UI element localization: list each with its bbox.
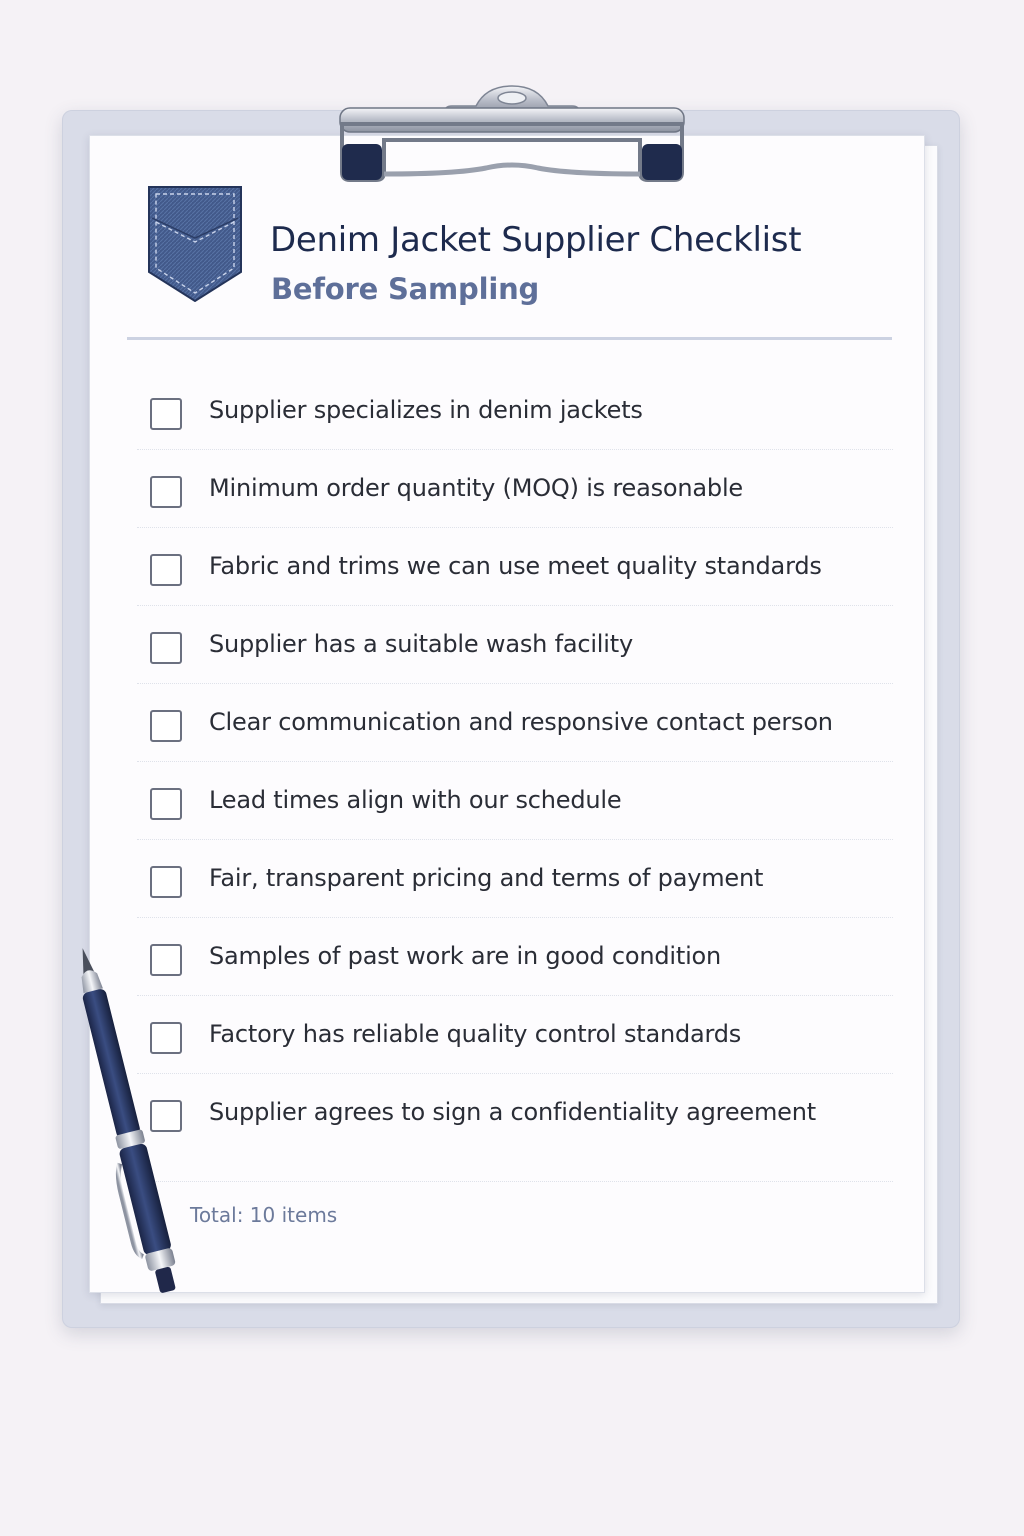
denim-pocket-icon — [148, 186, 242, 302]
checklist-item-label: Factory has reliable quality control standards — [209, 1020, 742, 1048]
checkbox[interactable] — [150, 710, 182, 742]
checkbox[interactable] — [150, 398, 182, 430]
checklist-item — [137, 450, 893, 528]
checkbox[interactable] — [150, 632, 182, 664]
checklist-item — [137, 528, 893, 606]
checklist-item-label: Samples of past work are in good condition — [209, 942, 722, 970]
checklist-item — [137, 840, 893, 918]
checklist-item — [137, 372, 893, 450]
checkbox[interactable] — [150, 788, 182, 820]
checkbox[interactable] — [150, 554, 182, 586]
checklist-item-label: Clear communication and responsive contact person — [209, 708, 833, 736]
page-subtitle: Before Sampling — [271, 272, 540, 306]
checklist — [137, 372, 893, 1152]
checklist-item-label: Supplier agrees to sign a confidentiality agreement — [209, 1098, 816, 1126]
checklist-item — [137, 606, 893, 684]
checklist-item-label: Minimum order quantity (MOQ) is reasonable — [209, 474, 743, 502]
checklist-item-label: Supplier has a suitable wash facility — [209, 630, 633, 658]
clipboard-clip-icon — [336, 84, 688, 186]
footer-divider — [137, 1181, 893, 1183]
checklist-item-label: Fabric and trims we can use meet quality standards — [209, 552, 822, 580]
checklist-item — [137, 684, 893, 762]
checklist-item — [137, 1074, 893, 1152]
checklist-item-label: Lead times align with our schedule — [209, 786, 622, 814]
checklist-item — [137, 918, 893, 996]
checklist-item — [137, 762, 893, 840]
pen-icon[interactable] — [40, 940, 220, 1320]
item-count: Total: 10 items — [190, 1203, 338, 1227]
header-divider — [127, 337, 892, 340]
checklist-item-label: Fair, transparent pricing and terms of payment — [209, 864, 764, 892]
checklist-item-label: Supplier specializes in denim jackets — [209, 396, 643, 424]
checkbox[interactable] — [150, 866, 182, 898]
page-title: Denim Jacket Supplier Checklist — [270, 220, 802, 260]
checklist-item — [137, 996, 893, 1074]
checkbox[interactable] — [150, 476, 182, 508]
